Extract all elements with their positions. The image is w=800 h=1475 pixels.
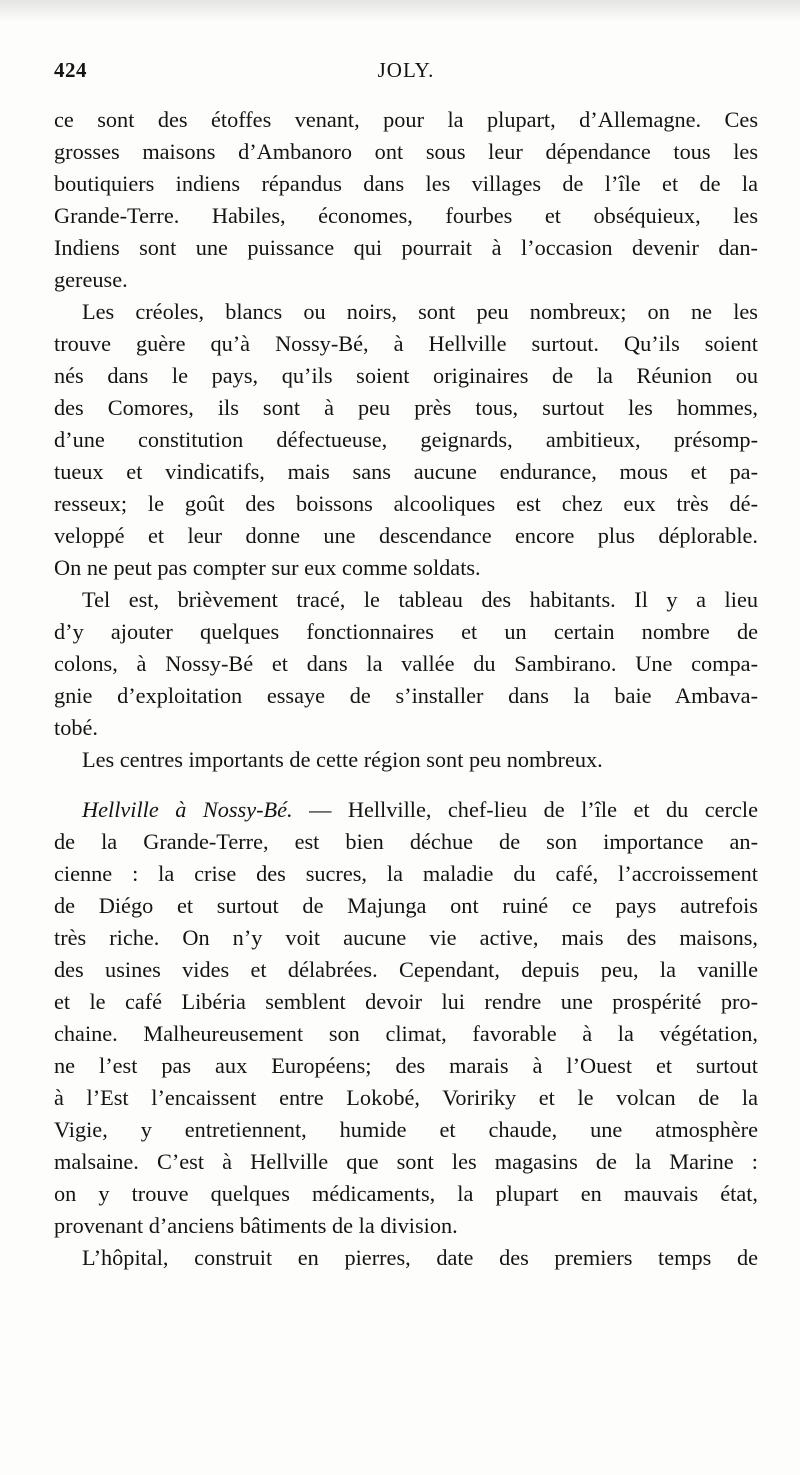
text-line: cienne : la crise des sucres, la maladie du café, l’accroissement	[54, 861, 758, 886]
section-title: Hellville à Nossy-Bé.	[82, 797, 293, 822]
text-line: Grande-Terre. Habiles, économes, fourbes et obséquieux, les	[54, 203, 758, 228]
body-text	[54, 104, 758, 1274]
paragraph-start: Tel est, brièvement tracé, le tableau des habitants. Il y a lieu	[82, 587, 758, 612]
text-line: des usines vides et délabrées. Cependant, depuis peu, la vanille	[54, 957, 758, 982]
running-title: JOLY.	[377, 58, 435, 82]
text-line: gereuse.	[54, 267, 128, 292]
text-line: gnie d’exploitation essaye de s’installer dans la baie Ambava-	[54, 683, 758, 708]
text-line: d’y ajouter quelques fonctionnaires et un certain nombre de	[54, 619, 758, 644]
text-line: et le café Libéria semblent devoir lui rendre une prospérité pro-	[54, 989, 758, 1014]
text-line: tobé.	[54, 715, 98, 740]
text-line: de la Grande-Terre, est bien déchue de son importance an-	[54, 829, 758, 854]
paragraph-start: Les créoles, blancs ou noirs, sont peu nombreux; on ne les	[82, 299, 758, 324]
text-line: tueux et vindicatifs, mais sans aucune endurance, mous et pa-	[54, 459, 758, 484]
text-line: veloppé et leur donne une descendance encore plus déplorable.	[54, 523, 758, 548]
text-line: trouve guère qu’à Nossy-Bé, à Hellville surtout. Qu’ils soient	[54, 331, 758, 356]
text-line: nés dans le pays, qu’ils soient originaires de la Réunion ou	[54, 363, 758, 388]
section-heading-line	[54, 794, 758, 826]
text-line: grosses maisons d’Ambanoro ont sous leur dépendance tous les	[54, 139, 758, 164]
paragraph-start: Les centres importants de cette région sont peu nombreux.	[82, 747, 603, 772]
text-line: très riche. On n’y voit aucune vie active, mais des maisons,	[54, 925, 758, 950]
text-line: chaine. Malheureusement son climat, favorable à la végétation,	[54, 1021, 758, 1046]
section-lead-text: — Hellville, chef-lieu de l’île et du cercle	[292, 797, 758, 822]
text-line: ne l’est pas aux Européens; des marais à l’Ouest et surtout	[54, 1053, 758, 1078]
text-line: Indiens sont une puissance qui pourrait à l’occasion devenir dan-	[54, 235, 758, 260]
text-line: Vigie, y entretiennent, humide et chaude, une atmosphère	[54, 1117, 758, 1142]
text-line: de Diégo et surtout de Majunga ont ruiné ce pays autrefois	[54, 893, 758, 918]
text-line: ce sont des étoffes venant, pour la plupart, d’Allemagne. Ces	[54, 107, 758, 132]
text-line: colons, à Nossy-Bé et dans la vallée du Sambirano. Une compa-	[54, 651, 758, 676]
running-head	[54, 58, 758, 88]
text-line: à l’Est l’encaissent entre Lokobé, Voririky et le volcan de la	[54, 1085, 758, 1110]
text-line: provenant d’anciens bâtiments de la division.	[54, 1213, 458, 1238]
text-line: d’une constitution défectueuse, geignards, ambitieux, présomp-	[54, 427, 758, 452]
scan-top-edge	[0, 0, 800, 22]
text-line: des Comores, ils sont à peu près tous, surtout les hommes,	[54, 395, 758, 420]
page-number: 424	[54, 58, 87, 82]
text-line: malsaine. C’est à Hellville que sont les magasins de la Marine :	[54, 1149, 758, 1174]
text-line: on y trouve quelques médicaments, la plupart en mauvais état,	[54, 1181, 758, 1206]
text-line: boutiquiers indiens répandus dans les villages de l’île et de la	[54, 171, 758, 196]
paragraph-start: L’hôpital, construit en pierres, date des premiers temps de	[82, 1245, 758, 1270]
text-line: resseux; le goût des boissons alcooliques est chez eux très dé-	[54, 491, 758, 516]
text-line: On ne peut pas compter sur eux comme soldats.	[54, 555, 481, 580]
